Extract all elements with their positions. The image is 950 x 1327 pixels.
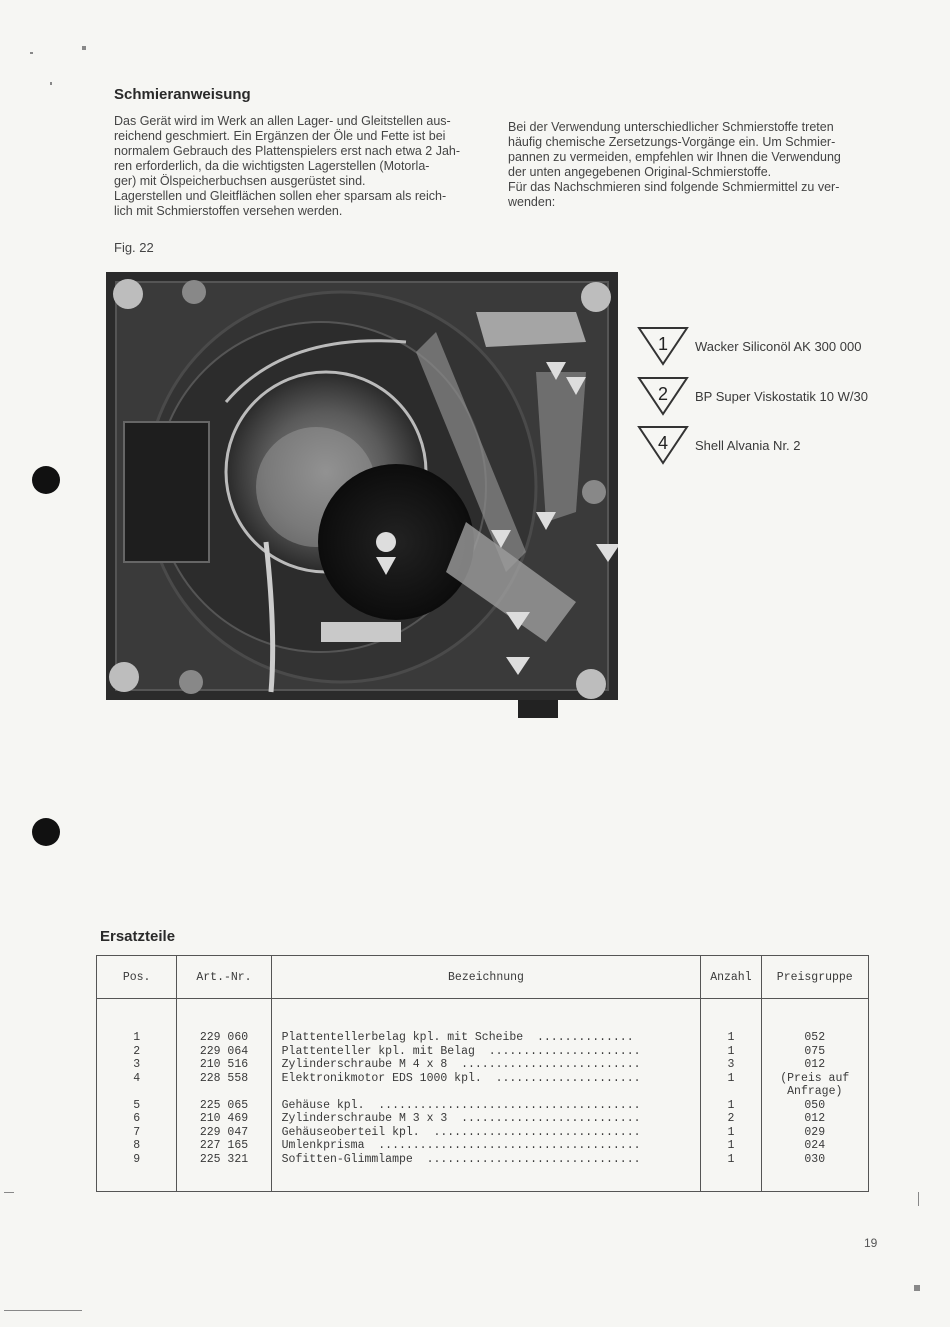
legend-item-2 (637, 376, 868, 416)
punch-hole-top (32, 466, 60, 494)
anzahl-column: 1 1 3 1 1 2 1 1 1 (727, 1031, 735, 1166)
scan-speck (4, 1310, 82, 1311)
pos-column: 1 2 3 4 5 6 7 8 9 (133, 1031, 141, 1166)
scan-speck (50, 82, 52, 85)
table-body-row (97, 999, 869, 1192)
punch-hole-bottom (32, 818, 60, 846)
turntable-photo (106, 272, 618, 700)
table-header-row (97, 956, 869, 999)
column-header-anzahl: Anzahl (701, 956, 761, 999)
column-header-bezeichnung: Bezeichnung (271, 956, 701, 999)
legend-text-2: BP Super Viskostatik 10 W/30 (695, 388, 868, 404)
scan-speck (30, 52, 33, 54)
scan-speck (914, 1285, 920, 1291)
column-header-pos: Pos. (97, 956, 177, 999)
lubrication-heading: Schmieranweisung (114, 86, 251, 103)
spare-parts-heading: Ersatzteile (100, 928, 176, 945)
spare-parts-table (96, 955, 869, 1192)
triangle-2-icon (637, 376, 689, 416)
column-header-preisgruppe: Preisgruppe (761, 956, 868, 999)
triangle-4-number: 4 (657, 433, 669, 453)
left-paragraph-text: Das Gerät wird im Werk an allen Lager- und Gleitstellen aus- reichend geschmiert. Ein Ergänzen der Öle und Fette ist bei normalem Gebrauch des Plattenspielers erst nach etwa 2 Jah- ren erforderlich, da die wichtigsten Lagerstellen (Motorla- ger) mit Ölspeicherbuchsen ausgerüstet sind. Lagerstellen und Gleitflächen sollen eher sparsam als reich- lich mit Schmierstoffen versehen werden. (114, 114, 461, 218)
legend-item-3 (637, 425, 801, 465)
art-nr-column: 229 060 229 064 210 516 228 558 225 065 210 469 229 047 227 165 225 321 (199, 1031, 249, 1166)
legend-item-1 (637, 326, 861, 366)
bezeichnung-column: Plattentellerbelag kpl. mit Scheibe .............. Plattenteller kpl. mit Belag ...................... Zylinderschraube M 4 x 8 .......................... Elektronikmotor EDS 1000 kpl. ..................... Gehäuse kpl. ...................................... Zylinderschraube M 3 x 3 .......................... Gehäuseoberteil kpl. .............................. Umlenkprisma ...................................... Sofitten-Glimmlampe ............................... (281, 1031, 641, 1166)
right-paragraph-text: Bei der Verwendung unterschiedlicher Schmierstoffe treten häufig chemische Zersetzungs-Vorgänge ein. Um Schmier- pannen zu vermeiden, empfehlen wir Ihnen die Verwendung der unten angegebenen Original-Schmierstoffe. Für das Nachschmieren sind folgende Schmiermittel zu ver- wenden: (508, 120, 841, 209)
triangle-1-number: 1 (657, 334, 669, 354)
scan-speck (4, 1192, 14, 1193)
triangle-4-icon (637, 425, 689, 465)
lubrication-left-paragraph (114, 114, 494, 219)
legend-text-1: Wacker Siliconöl AK 300 000 (695, 338, 862, 354)
scan-speck (82, 46, 86, 50)
scan-speck (918, 1192, 919, 1206)
preisgruppe-column: 052 075 012 (Preis auf Anfrage) 050 012 029 024 030 (780, 1031, 850, 1166)
triangle-2-number: 2 (657, 384, 669, 404)
page-number: 19 (864, 1236, 878, 1250)
column-header-art-nr: Art.-Nr. (177, 956, 271, 999)
figure-label: Fig. 22 (114, 240, 154, 255)
lubrication-right-paragraph (508, 120, 898, 210)
legend-text-3: Shell Alvania Nr. 2 (695, 437, 801, 453)
turntable-photo-drawing (106, 272, 618, 720)
triangle-1-icon (637, 326, 689, 366)
